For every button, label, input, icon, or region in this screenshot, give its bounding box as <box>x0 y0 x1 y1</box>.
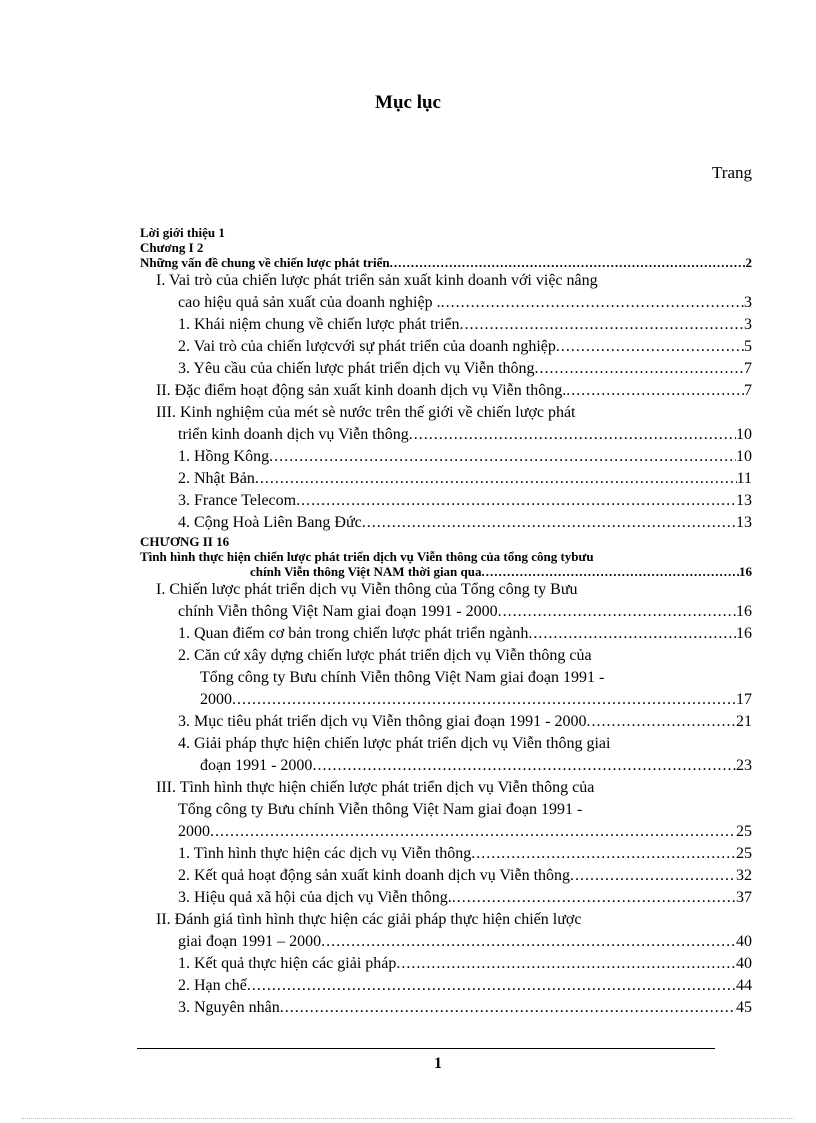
toc-entry: 3. Yêu cầu của chiến lược phát triển dịch vụ Viễn thông ..... 7 <box>140 358 752 380</box>
page-number: 1 <box>434 1055 442 1072</box>
toc-entry: 2. Vai trò của chiến lượcvới sự phát triển của doanh nghiệp ..... 5 <box>140 336 752 358</box>
toc-entry-text: Tình hình thực hiện chiến lược phát triển dịch vụ Viễn thông của tổng công tybưu <box>140 549 594 564</box>
toc-entry: giai đoạn 1991 – 2000 ..... 40 <box>140 931 752 953</box>
page-column-label: Trang <box>712 163 752 182</box>
toc-entry: 1. Khái niệm chung về chiến lược phát triển ..... 3 <box>140 314 752 336</box>
toc-entry: II. Đặc điểm hoạt động sản xuất kinh doanh dịch vụ Viễn thông. ..... 7 <box>140 380 752 402</box>
toc-entry: 2. Nhật Bản ..... 11 <box>140 468 752 490</box>
toc-chapter-2: CHƯƠNG II 16 <box>140 534 230 549</box>
table-of-contents <box>140 225 752 1019</box>
toc-entry-text: I. Vai trò của chiến lược phát triển sản xuất kinh doanh với việc nâng <box>156 272 598 289</box>
toc-entry: cao hiệu quả sản xuất của doanh nghiệp . ..... 3 <box>140 292 752 314</box>
toc-entry: đoạn 1991 - 2000 ..... 23 <box>140 755 752 777</box>
toc-entry: 1. Tình hình thực hiện các dịch vụ Viễn thông ..... 25 <box>140 843 752 865</box>
toc-entry: 1. Kết quả thực hiện các giải pháp ..... 40 <box>140 953 752 975</box>
toc-entry: triển kinh doanh dịch vụ Viễn thông ..... 10 <box>140 424 752 446</box>
toc-entry-text: Tổng công ty Bưu chính Viễn thông Việt Nam giai đoạn 1991 - <box>200 669 605 686</box>
toc-entry: 3. Hiệu quả xã hội của dịch vụ Viễn thông. ..... 37 <box>140 887 752 909</box>
toc-entry: 2. Hạn chế ..... 44 <box>140 975 752 997</box>
toc-entry: 2000 ..... 25 <box>140 821 752 843</box>
toc-entry-text: III. Tình hình thực hiện chiến lược phát triển dịch vụ Viễn thông của <box>156 779 595 796</box>
toc-chapter-1: Chương I 2 <box>140 240 204 255</box>
toc-entry: chính Viễn thông Việt Nam giai đoạn 1991 - 2000 ..... 16 <box>140 601 752 623</box>
footer-divider <box>137 1048 715 1049</box>
toc-entry: 3. Nguyên nhân ..... 45 <box>140 997 752 1019</box>
toc-entry: 1. Quan điểm cơ bản trong chiến lược phát triển ngành ..... 16 <box>140 623 752 645</box>
toc-entry-text: I. Chiến lược phát triển dịch vụ Viễn thông của Tổng công ty Bưu <box>156 581 578 598</box>
toc-entry: 1. Hồng Kông ..... 10 <box>140 446 752 468</box>
page-break-line <box>22 1118 794 1119</box>
toc-entry: 3. Mục tiêu phát triển dịch vụ Viễn thông giai đoạn 1991 - 2000 ..... 21 <box>140 711 752 733</box>
toc-entry: 4. Cộng Hoà Liên Bang Đức ..... 13 <box>140 512 752 534</box>
toc-entry-text: Tổng công ty Bưu chính Viễn thông Việt Nam giai đoạn 1991 - <box>178 801 583 818</box>
toc-entry: 2000 ..... 17 <box>140 689 752 711</box>
toc-entry-text: II. Đánh giá tình hình thực hiện các giải pháp thực hiện chiến lược <box>156 911 582 928</box>
toc-intro: Lời giới thiệu 1 <box>140 225 225 240</box>
toc-entry: 3. France Telecom ..... 13 <box>140 490 752 512</box>
toc-entry-text: 4. Giải pháp thực hiện chiến lược phát triển dịch vụ Viễn thông giai <box>178 735 611 752</box>
page-title: Mục lục <box>375 92 441 113</box>
toc-entry-text: III. Kinh nghiệm của mét sè nước trên thế giới về chiến lược phát <box>156 404 576 421</box>
toc-entry: Những vấn đề chung về chiến lược phát triển ..... 2 <box>140 255 752 270</box>
toc-entry: chính Viễn thông Việt NAM thời gian qua ..... 16 <box>140 564 752 579</box>
toc-entry-text: 2. Căn cứ xây dựng chiến lược phát triển dịch vụ Viễn thông của <box>178 647 592 664</box>
toc-entry: 2. Kết quả hoạt động sản xuất kinh doanh dịch vụ Viễn thông ..... 32 <box>140 865 752 887</box>
